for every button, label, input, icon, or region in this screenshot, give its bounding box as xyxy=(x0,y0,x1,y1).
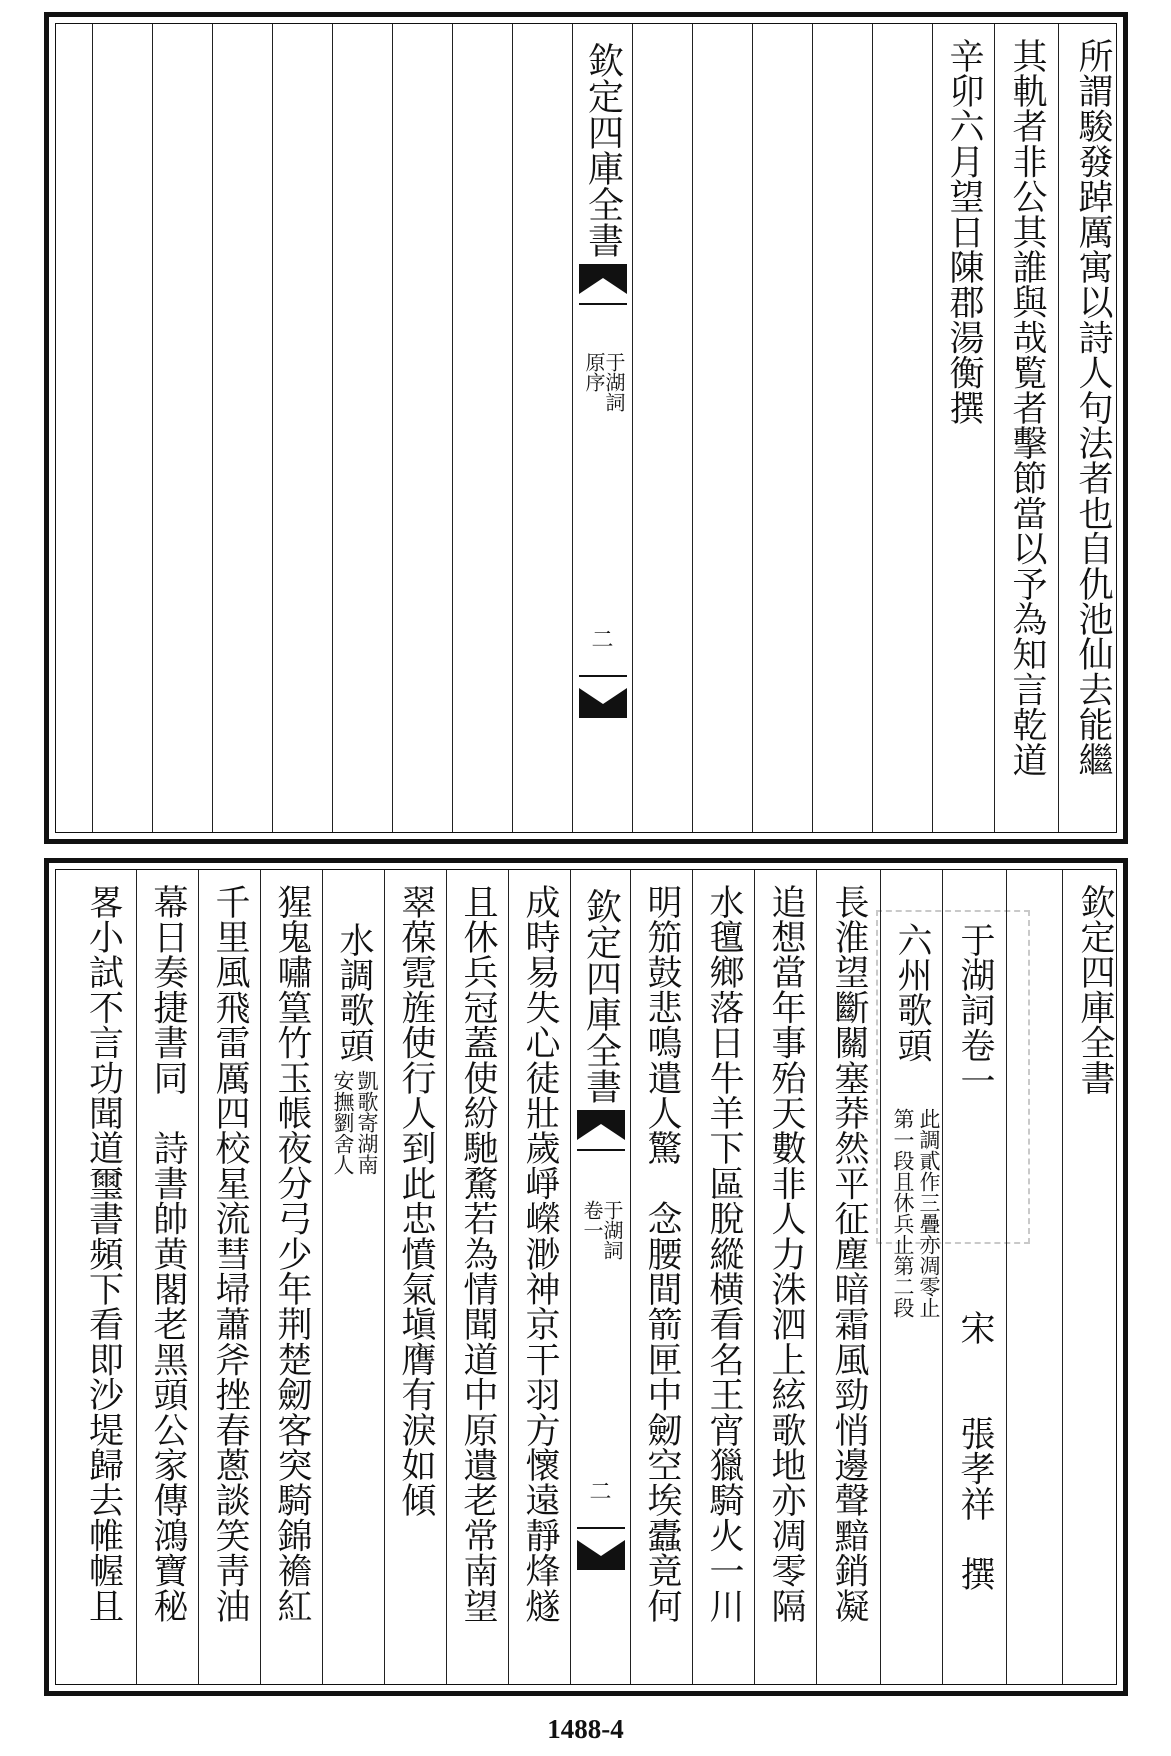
folio-number: 二 xyxy=(589,1480,612,1505)
empty-column xyxy=(272,24,332,832)
empty-column xyxy=(152,24,212,832)
text-column-l5: 千里風飛雷厲四校星流彗埽蕭斧挫春蔥談笑靑油 xyxy=(210,884,250,1624)
text-column xyxy=(136,870,198,1684)
text-column xyxy=(384,870,446,1684)
text-column xyxy=(994,24,1058,832)
text-column xyxy=(198,870,260,1684)
text-column xyxy=(630,870,692,1684)
banner-section: 卷一 xyxy=(580,1200,604,1240)
fishtail-mark-lower xyxy=(579,672,627,718)
text-column xyxy=(322,870,384,1684)
text-column xyxy=(692,870,754,1684)
text-column xyxy=(446,870,508,1684)
fishtail-mark xyxy=(579,264,627,310)
empty-column xyxy=(392,24,452,832)
empty-column xyxy=(632,24,692,832)
banner-title: 欽定四庫全書 xyxy=(582,42,624,258)
empty-column xyxy=(92,24,152,832)
text-column-2: 其軌者非公其誰與哉覧者擊節當以予為知言乾道 xyxy=(1007,38,1047,778)
text-column-l4: 猩鬼嘯篁竹玉帳夜分弓少年荆楚劒客突騎錦襜紅 xyxy=(272,884,312,1624)
empty-column xyxy=(452,24,512,832)
text-column-r4: 明笳鼓悲鳴遣人驚 念腰間箭匣中劒空埃蠹竟何 xyxy=(642,884,682,1624)
empty-column xyxy=(212,24,272,832)
bottom-page-frame xyxy=(55,869,1117,1685)
banner-book: 于湖詞 xyxy=(600,1200,624,1260)
text-column xyxy=(754,870,816,1684)
fishtail-mark xyxy=(577,1110,625,1156)
banner-column xyxy=(570,870,630,1684)
empty-column xyxy=(872,24,932,832)
empty-column xyxy=(1006,870,1062,1684)
text-column xyxy=(880,870,942,1684)
text-column xyxy=(1062,870,1126,1684)
banner-book: 于湖詞 xyxy=(602,352,626,412)
text-column-r3: 水氊鄉落日牛羊下區脫縱横看名王宵獵騎火一川 xyxy=(704,884,744,1624)
empty-column xyxy=(512,24,572,832)
text-column-l3: 翠葆霓旌使行人到此忠憤氣塡膺有淚如傾 xyxy=(396,884,436,1518)
text-column-r2: 追想當年事殆天數非人力洙泗上絃歌地亦凋零隔 xyxy=(766,884,806,1624)
text-column xyxy=(508,870,570,1684)
text-column xyxy=(70,870,136,1684)
volume-title: 于湖詞卷一 xyxy=(955,922,995,1098)
tune-note-line-1: 此調貳作三疊亦凋零止 xyxy=(917,1108,941,1318)
page-footer-number: 1488-4 xyxy=(547,1714,624,1744)
text-column-l6: 幕日奏捷書同 詩書帥黄閣老黑頭公家傳鴻寶秘 xyxy=(148,884,188,1624)
text-column xyxy=(816,870,880,1684)
tune-title: 六州歌頭 xyxy=(892,922,932,1063)
banner-title: 欽定四庫全書 xyxy=(580,888,622,1104)
folio-number: 二 xyxy=(591,628,614,653)
empty-column xyxy=(752,24,812,832)
tune2-title: 水調歌頭 xyxy=(334,922,374,1063)
text-column-1: 所謂駿發踔厲寓以詩人句法者也自仇池仙去能繼 xyxy=(1073,38,1113,778)
empty-column xyxy=(56,24,92,832)
text-column-l2: 且休兵冠蓋使紛馳騖若為情聞道中原遺老常南望 xyxy=(458,884,498,1624)
tune2-note-line-1: 凱歌寄湖南 xyxy=(355,1070,379,1175)
tune-note-line-2: 第一段且休兵止第二段 xyxy=(891,1108,915,1318)
author-line: 宋 張孝祥 撰 xyxy=(955,1310,995,1592)
text-column-3: 辛卯六月望日陳郡湯衡撰 xyxy=(944,38,984,426)
book-title: 欽定四庫全書 xyxy=(1075,884,1115,1096)
empty-column xyxy=(692,24,752,832)
text-column xyxy=(942,870,1006,1684)
text-column xyxy=(1058,24,1126,832)
text-column-r1: 長淮望斷關塞莽然平征塵暗霜風勁悄邊聲黯銷凝 xyxy=(829,884,869,1624)
empty-column xyxy=(812,24,872,832)
empty-column xyxy=(332,24,392,832)
tune2-note-line-2: 安撫劉舍人 xyxy=(331,1070,355,1175)
text-column-l1: 成時易失心徒壯歲崢嶸渺神京干羽方懷遠靜烽燧 xyxy=(520,884,560,1624)
text-column xyxy=(932,24,994,832)
banner-column xyxy=(572,24,632,832)
text-column xyxy=(260,870,322,1684)
fishtail-mark-lower xyxy=(577,1524,625,1570)
text-column-l7: 畧小試不言功聞道璽書頻下看即沙堤歸去帷幄且 xyxy=(83,884,124,1624)
top-page-frame xyxy=(55,23,1117,833)
bottom-page xyxy=(44,858,1128,1696)
banner-section: 原序 xyxy=(582,352,606,392)
top-page xyxy=(44,12,1128,844)
